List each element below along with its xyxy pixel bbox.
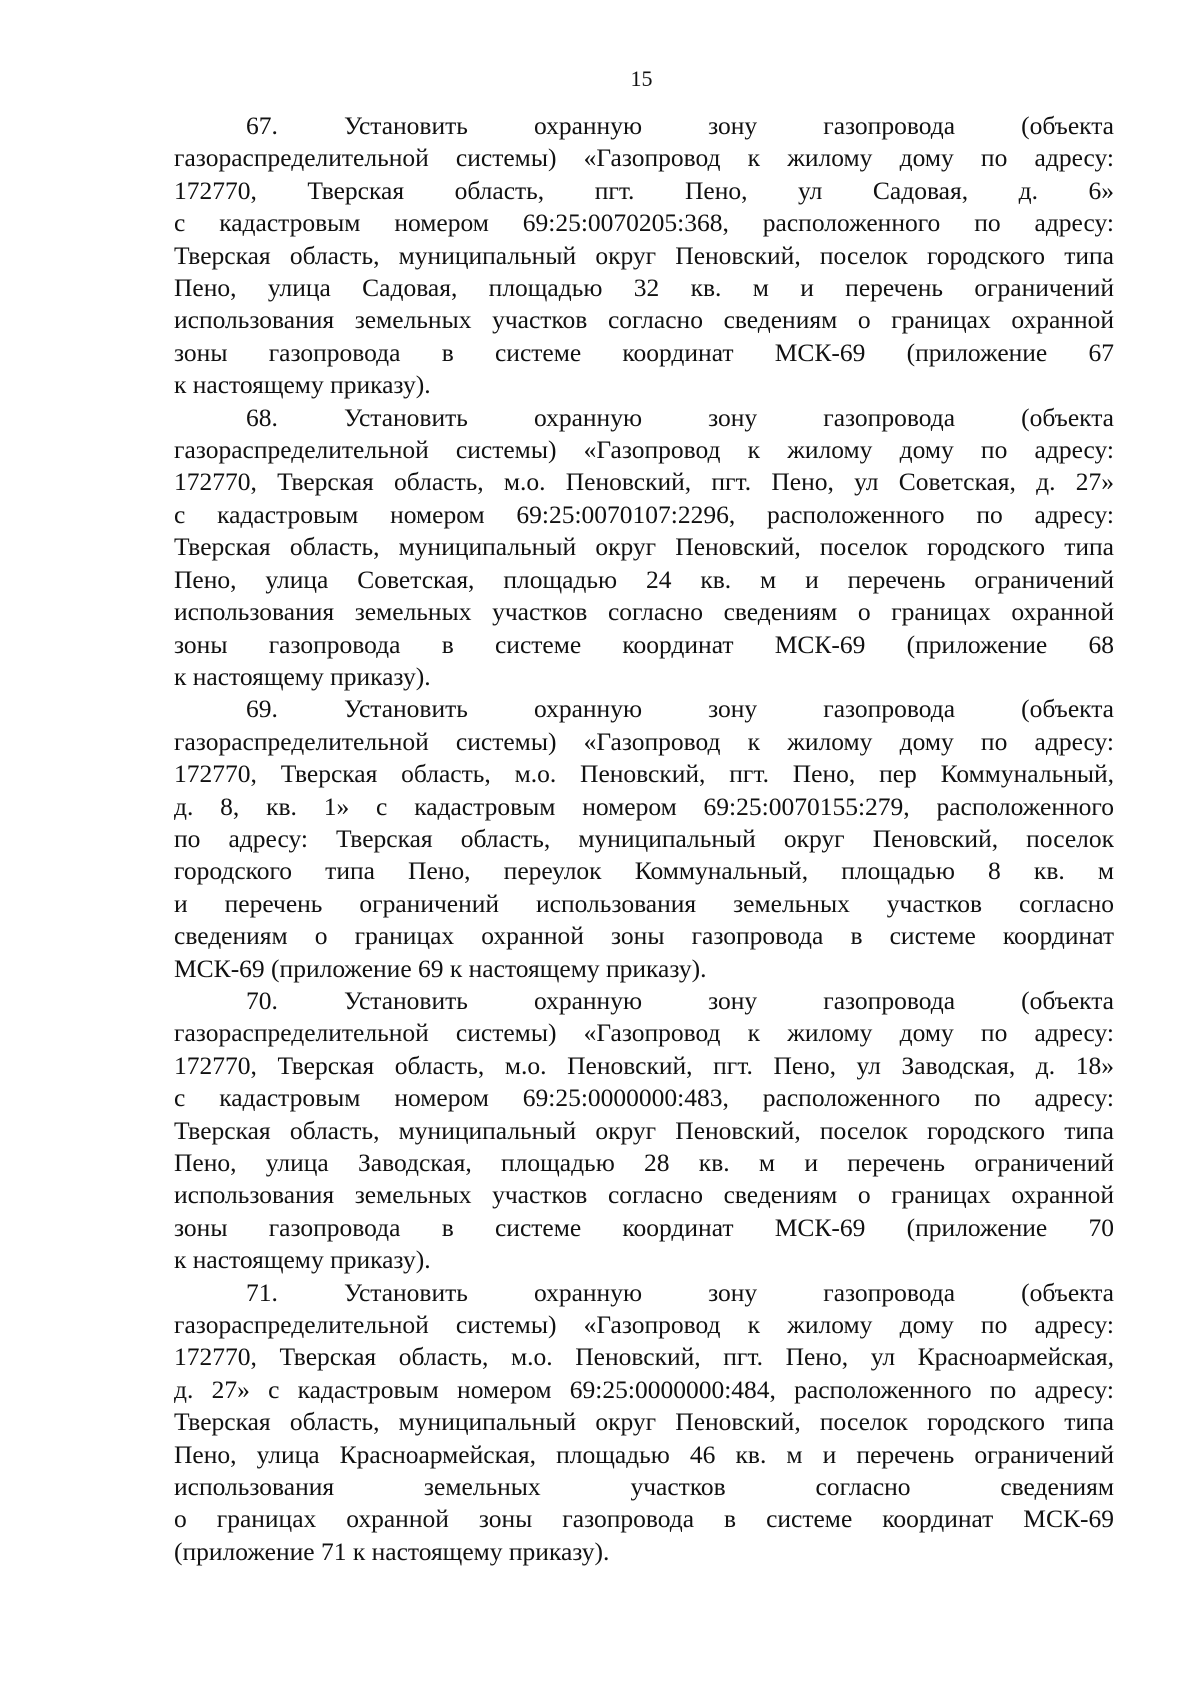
text-line: газораспределительной системы) «Газопровод к жилому дому по адресу: [174, 1310, 1114, 1340]
text-line: 172770, Тверская область, м.о. Пеновский, пгт. Пено, ул Заводская, д. 18» [174, 1050, 1114, 1080]
text-line: Пено, улица Красноармейская, площадью 46 кв. м и перечень ограничений [174, 1439, 1114, 1469]
text-line: о границах охранной зоны газопровода в системе координат МСК-69 [174, 1504, 1114, 1534]
text-line: с кадастровым номером 69:25:0070107:2296, расположенного по адресу: [174, 499, 1114, 529]
clause-68 [174, 402, 1114, 694]
text-line: 172770, Тверская область, м.о. Пеновский, пгт. Пено, ул Советская, д. 27» [174, 467, 1114, 497]
text-line: 172770, Тверская область, м.о. Пеновский, пгт. Пено, пер Коммунальный, [174, 759, 1114, 789]
text-line: зоны газопровода в системе координат МСК-69 (приложение 67 [174, 337, 1114, 367]
text-line: 69. Установить охранную зону газопровода (объекта [246, 694, 1114, 724]
text-line: к настоящему приказу). [174, 661, 431, 691]
text-line: использования земельных участков согласно сведениям о границах охранной [174, 597, 1114, 627]
text-line: Тверская область, муниципальный округ Пеновский, поселок городского типа [174, 1407, 1114, 1437]
text-line: Пено, улица Заводская, площадью 28 кв. м и перечень ограничений [174, 1148, 1114, 1177]
text-line: сведениям о границах охранной зоны газопровода в системе координат [174, 921, 1114, 951]
text-line: газораспределительной системы) «Газопровод к жилому дому по адресу: [174, 726, 1114, 756]
text-line: 70. Установить охранную зону газопровода (объекта [246, 985, 1114, 1015]
text-line: 172770, Тверская область, пгт. Пено, ул Садовая, д. 6» [174, 175, 1114, 205]
text-line: и перечень ограничений использования земельных участков согласно [174, 888, 1114, 918]
text-line: Пено, улица Советская, площадью 24 кв. м и перечень ограничений [174, 564, 1114, 594]
page-number: 15 [630, 66, 653, 91]
text-line: 71. Установить охранную зону газопровода (объекта [246, 1277, 1114, 1307]
document-body [174, 110, 1114, 1568]
text-line: (приложение 71 к настоящему приказу). [174, 1536, 610, 1566]
text-line: газораспределительной системы) «Газопровод к жилому дому по адресу: [174, 1018, 1114, 1048]
clause-67 [174, 110, 1114, 402]
text-line: 172770, Тверская область, м.о. Пеновский, пгт. Пено, ул Красноармейская, [174, 1342, 1114, 1372]
text-line: с кадастровым номером 69:25:0000000:483, расположенного по адресу: [174, 1083, 1114, 1113]
text-line: с кадастровым номером 69:25:0070205:368, расположенного по адресу: [174, 208, 1114, 238]
text-line: газораспределительной системы) «Газопровод к жилому дому по адресу: [174, 143, 1114, 173]
clause-70 [174, 985, 1114, 1277]
text-line: городского типа Пено, переулок Коммунальный, площадью 8 кв. м [174, 856, 1114, 886]
text-line: 67. Установить охранную зону газопровода (объекта [246, 111, 1114, 140]
text-line: зоны газопровода в системе координат МСК-69 (приложение 68 [174, 629, 1114, 659]
clause-71 [174, 1277, 1114, 1569]
text-line: Тверская область, муниципальный округ Пеновский, поселок городского типа [174, 532, 1114, 562]
clause-69 [174, 693, 1114, 985]
text-line: зоны газопровода в системе координат МСК-69 (приложение 70 [174, 1212, 1114, 1242]
text-line: 68. Установить охранную зону газопровода (объекта [246, 402, 1114, 432]
text-line: использования земельных участков согласно сведениям о границах охранной [174, 305, 1114, 335]
text-line: Тверская область, муниципальный округ Пеновский, поселок городского типа [174, 1115, 1114, 1145]
text-line: Пено, улица Садовая, площадью 32 кв. м и перечень ограничений [174, 273, 1114, 303]
text-line: использования земельных участков согласно сведениям о границах охранной [174, 1180, 1114, 1210]
text-line: по адресу: Тверская область, муниципальный округ Пеновский, поселок [174, 823, 1114, 853]
text-line: использования земельных участков согласно сведениям [174, 1472, 1114, 1502]
text-line: Тверская область, муниципальный округ Пеновский, поселок городского типа [174, 240, 1114, 270]
text-line: МСК-69 (приложение 69 к настоящему приказу). [174, 953, 707, 983]
text-line: д. 27» с кадастровым номером 69:25:0000000:484, расположенного по адресу: [174, 1374, 1114, 1404]
text-line: газораспределительной системы) «Газопровод к жилому дому по адресу: [174, 435, 1114, 465]
text-line: к настоящему приказу). [174, 370, 431, 400]
text-line: д. 8, кв. 1» с кадастровым номером 69:25:0070155:279, расположенного [174, 791, 1114, 821]
text-line: к настоящему приказу). [174, 1245, 431, 1275]
